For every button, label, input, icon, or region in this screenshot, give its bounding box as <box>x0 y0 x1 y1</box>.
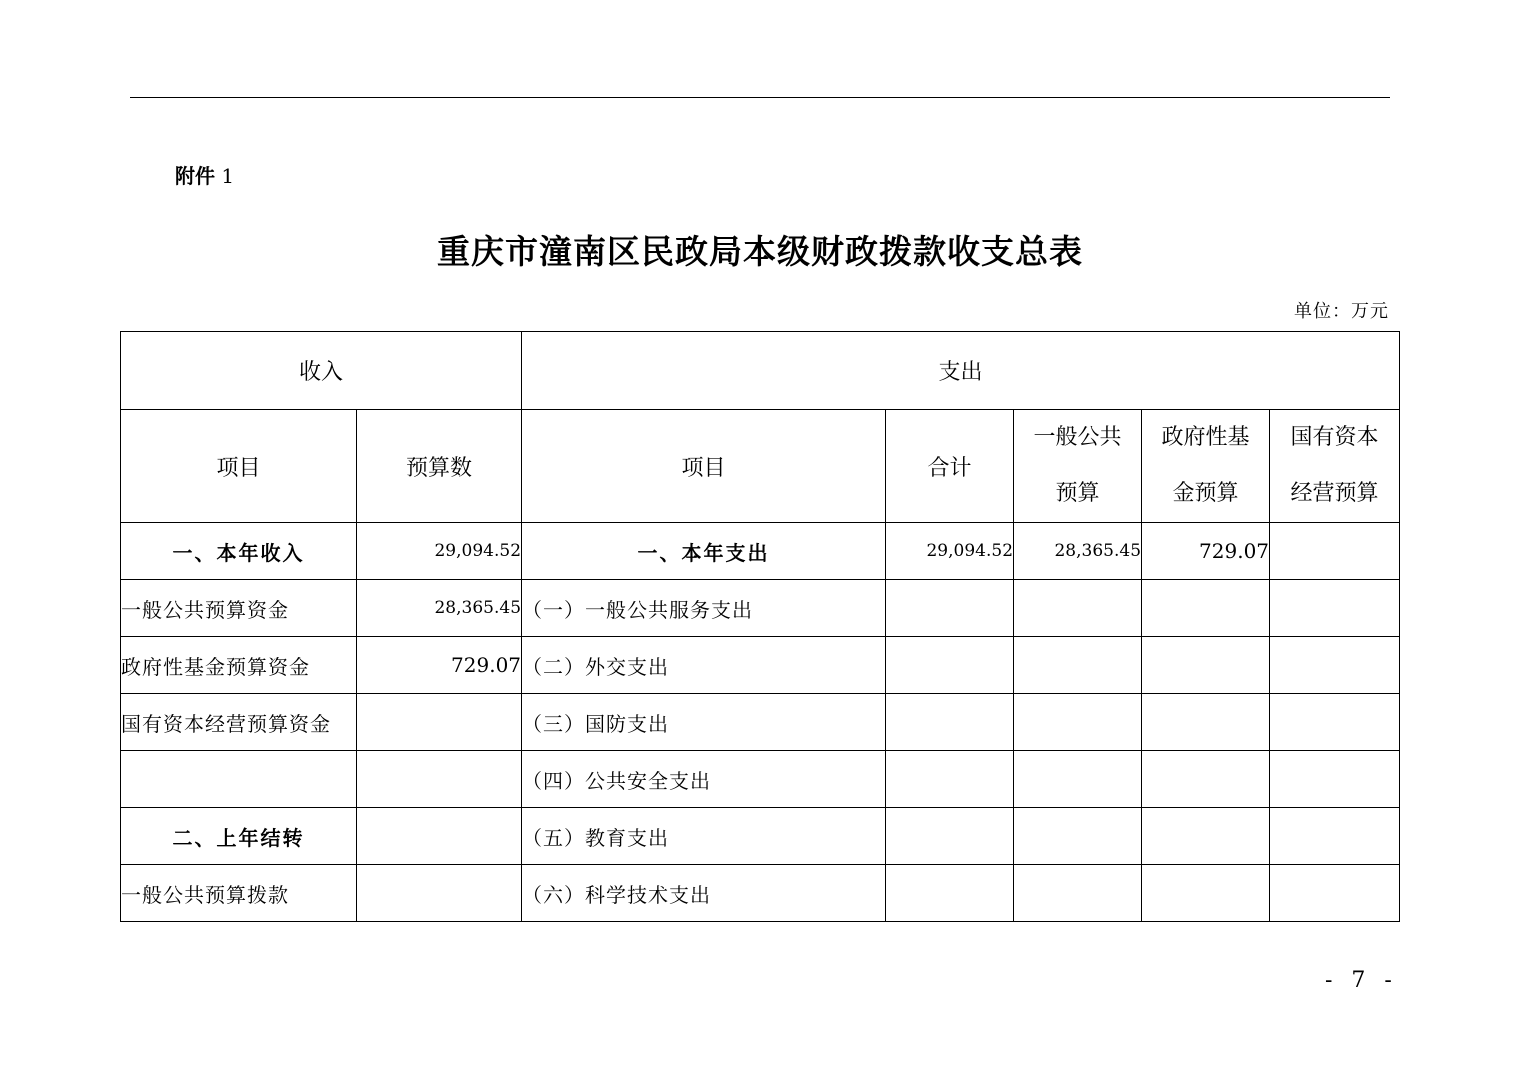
fund-value <box>1142 865 1270 922</box>
table-row <box>121 637 1400 694</box>
total-value <box>886 580 1014 637</box>
state-capital-header: 国有资本 经营预算 <box>1270 410 1400 523</box>
general-value <box>1014 694 1142 751</box>
attachment-word: 附件 <box>175 164 215 188</box>
table-row <box>121 865 1400 922</box>
general-value <box>1014 808 1142 865</box>
general-value: 28,365.45 <box>1014 523 1142 580</box>
total-value <box>886 694 1014 751</box>
general-value <box>1014 580 1142 637</box>
fund-value <box>1142 580 1270 637</box>
income-budget: 29,094.52 <box>357 523 522 580</box>
income-budget: 729.07 <box>357 637 522 694</box>
income-header: 收入 <box>121 332 522 410</box>
total-header: 合计 <box>886 410 1014 523</box>
expense-item: 一、本年支出 <box>522 523 886 580</box>
page-number: - 7 - <box>1325 968 1398 993</box>
income-item: 二、上年结转 <box>121 808 357 865</box>
header-row-sub <box>121 410 1400 523</box>
income-item <box>121 751 357 808</box>
attachment-number: 1 <box>221 164 235 188</box>
expense-item: （三）国防支出 <box>522 694 886 751</box>
state-value <box>1270 580 1400 637</box>
income-item: 国有资本经营预算资金 <box>121 694 357 751</box>
expense-item: （五）教育支出 <box>522 808 886 865</box>
expense-item: （二）外交支出 <box>522 637 886 694</box>
header-rule <box>130 97 1390 98</box>
fund-budget-header: 政府性基 金预算 <box>1142 410 1270 523</box>
income-item: 一般公共预算资金 <box>121 580 357 637</box>
income-item: 一、本年收入 <box>121 523 357 580</box>
expense-item-header: 项目 <box>522 410 886 523</box>
income-budget-header: 预算数 <box>357 410 522 523</box>
income-budget <box>357 808 522 865</box>
state-value <box>1270 751 1400 808</box>
fund-value: 729.07 <box>1142 523 1270 580</box>
table-row <box>121 523 1400 580</box>
table-row <box>121 808 1400 865</box>
fund-value <box>1142 808 1270 865</box>
state-value <box>1270 523 1400 580</box>
total-value: 29,094.52 <box>886 523 1014 580</box>
general-value <box>1014 865 1142 922</box>
expense-item: （一）一般公共服务支出 <box>522 580 886 637</box>
expense-header: 支出 <box>522 332 1400 410</box>
income-item-header: 项目 <box>121 410 357 523</box>
header-row-main <box>121 332 1400 410</box>
general-budget-header: 一般公共 预算 <box>1014 410 1142 523</box>
state-value <box>1270 865 1400 922</box>
income-budget: 28,365.45 <box>357 580 522 637</box>
total-value <box>886 751 1014 808</box>
fund-value <box>1142 694 1270 751</box>
income-item: 一般公共预算拨款 <box>121 865 357 922</box>
state-value <box>1270 808 1400 865</box>
total-value <box>886 865 1014 922</box>
total-value <box>886 808 1014 865</box>
expense-item: （四）公共安全支出 <box>522 751 886 808</box>
unit-label: 单位：万元 <box>1294 301 1389 322</box>
total-value <box>886 637 1014 694</box>
income-budget <box>357 694 522 751</box>
table-row <box>121 694 1400 751</box>
document-title: 重庆市潼南区民政局本级财政拨款收支总表 <box>437 232 1083 271</box>
state-value <box>1270 637 1400 694</box>
fund-value <box>1142 637 1270 694</box>
general-value <box>1014 751 1142 808</box>
income-budget <box>357 865 522 922</box>
attachment-label <box>175 160 234 189</box>
income-budget <box>357 751 522 808</box>
expense-item: （六）科学技术支出 <box>522 865 886 922</box>
fund-value <box>1142 751 1270 808</box>
table-row <box>121 580 1400 637</box>
state-value <box>1270 694 1400 751</box>
table-row <box>121 751 1400 808</box>
income-item: 政府性基金预算资金 <box>121 637 357 694</box>
general-value <box>1014 637 1142 694</box>
budget-table <box>120 331 1400 922</box>
